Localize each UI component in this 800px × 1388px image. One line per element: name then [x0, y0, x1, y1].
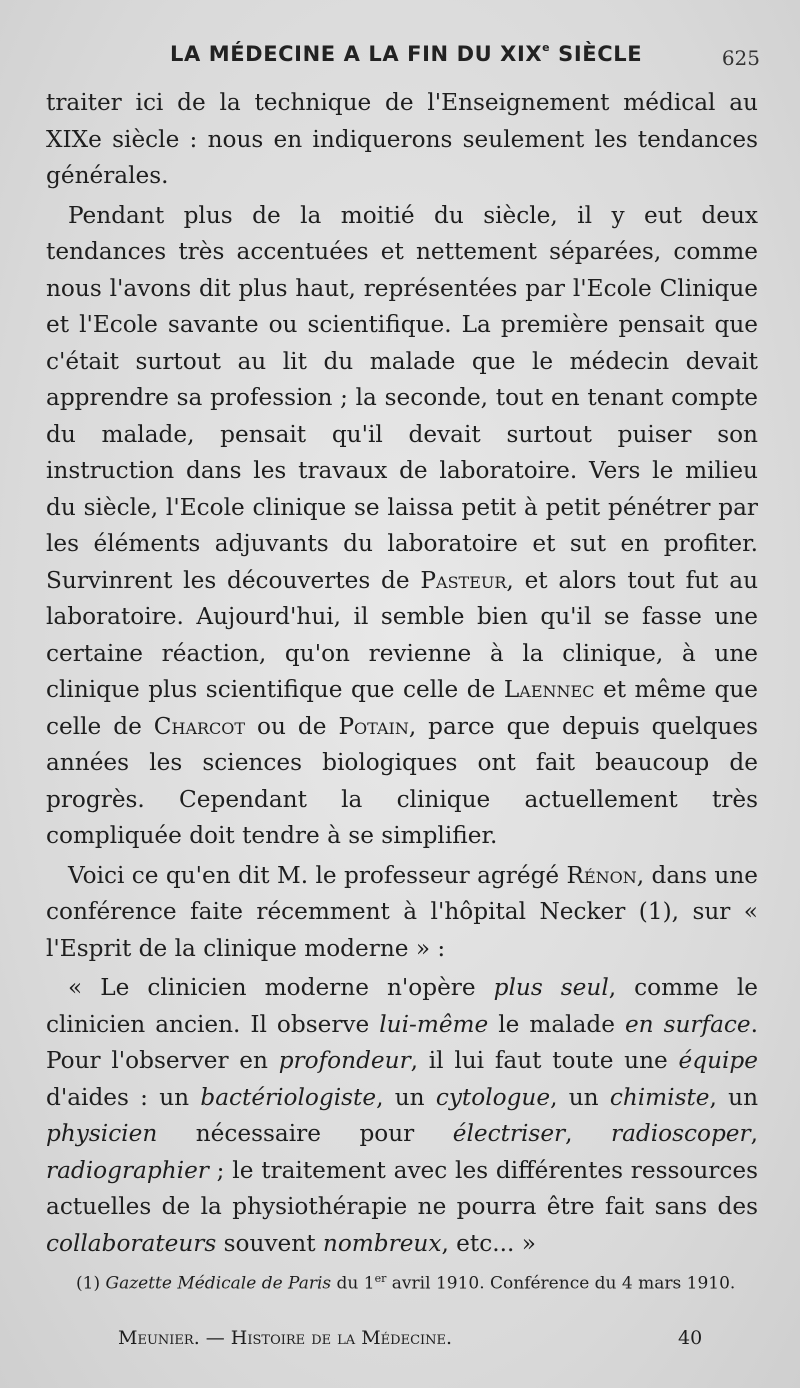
- text-run: , il lui faut toute une: [410, 1047, 679, 1074]
- name-renon: Rénon: [566, 861, 637, 889]
- text-run: , etc... »: [441, 1229, 536, 1257]
- body-text: [46, 85, 758, 1262]
- footnote-marker: (1): [76, 1273, 106, 1294]
- text-run: , un: [376, 1083, 436, 1111]
- footnote: [50, 1266, 760, 1297]
- text-run: ; le traitement avec les différentes ressources actuelles de la physiothérapie ne pourra être fait sans des: [46, 1156, 758, 1220]
- text-run: , et alors tout fut au laboratoire. Aujourd'hui, il semble bien qu'il se fasse une certaine réaction, qu'on revienne à la clinique, à une clinique plus scientifique que celle de: [46, 566, 758, 703]
- italic-run: bactériologiste: [200, 1083, 377, 1111]
- italic-run: chimiste: [609, 1083, 710, 1111]
- text-run: , un: [550, 1083, 610, 1111]
- italic-run: collaborateurs: [46, 1229, 217, 1257]
- italic-run: nombreux: [322, 1229, 442, 1257]
- footer-author-title: Meunier. — Histoire de la Médecine.: [118, 1327, 453, 1349]
- text-run: d'aides : un: [46, 1083, 201, 1111]
- text-run: , dans une conférence faite récemment à l'hôpital Necker (1), sur « l'Esprit de la clinique moderne » :: [46, 861, 758, 962]
- text-run: le malade: [488, 1010, 625, 1038]
- text-run: et même que celle de: [46, 676, 759, 740]
- text-run: « Le clinicien moderne n'opère: [68, 974, 494, 1001]
- name-laennec: Laennec: [503, 676, 595, 703]
- text-run: , comme le clinicien ancien. Il observe: [46, 974, 758, 1038]
- text-run: avril 1910. Conférence du 4 mars 1910.: [386, 1273, 736, 1294]
- text-run: ,: [750, 1120, 758, 1147]
- italic-run: en surface: [624, 1010, 751, 1038]
- text-run: Pendant plus de la moitié du siècle, il y eut deux tendances très accentuées et nettement séparées, comme nous l'avons dit plus haut, représentées par l'Ecole Clinique et l'Ecole savante ou scientifique. La première pensait que c'était surtout au lit du malade que le médecin devait apprendre sa profession ; la seconde, tout en tenant compte du malade, pensait qu'il devait surtout puiser son instruction dans les travaux de laboratoire. Vers le milieu du siècle, l'Ecole clinique se laissa petit à petit pénétrer par les éléments adjuvants du laboratoire et sut en profiter. Survinrent les découvertes de: [46, 201, 758, 594]
- running-title-main: LA MÉDECINE A LA FIN DU XIX: [170, 42, 543, 66]
- name-charcot: Charcot: [153, 712, 246, 740]
- name-potain: Potain: [338, 712, 409, 740]
- signature-mark: 40: [678, 1327, 703, 1349]
- text-run: . Pour l'observer en: [46, 1010, 758, 1074]
- paragraph-continuation: traiter ici de la technique de l'Enseignement médical au XIXe siècle : nous en indiquerons seulement les tendances générales.: [46, 89, 758, 189]
- italic-run: radioscoper: [610, 1120, 751, 1147]
- text-run: ou de: [245, 712, 339, 740]
- name-pasteur: Pasteur: [420, 566, 507, 594]
- italic-run: plus seul: [493, 974, 609, 1001]
- italic-run: profondeur: [278, 1047, 411, 1074]
- paragraph-renon-intro: [46, 858, 758, 968]
- running-title-superscript: e: [542, 41, 551, 54]
- running-title: [170, 42, 642, 66]
- text-run: Voici ce qu'en dit M. le professeur agrégé: [68, 861, 567, 889]
- text-run: , un: [709, 1083, 759, 1111]
- italic-run: radiographier: [46, 1156, 209, 1184]
- text-run: souvent: [216, 1229, 323, 1257]
- page-header: [0, 38, 800, 78]
- italic-run: équipe: [678, 1047, 758, 1074]
- page-number: 625: [721, 46, 760, 70]
- text-run: nécessaire pour: [157, 1120, 453, 1147]
- text-run: du 1: [331, 1273, 375, 1294]
- italic-run: cytologue: [435, 1083, 551, 1111]
- italic-run: électriser: [452, 1120, 566, 1147]
- text-run: , parce que depuis quelques années les sciences biologiques ont fait beaucoup de progrès. Cependant la clinique actuellement très compliquée doit tendre à se simplifier.: [46, 712, 758, 849]
- italic-run: physicien: [46, 1120, 158, 1147]
- page-footer: [0, 1327, 800, 1357]
- footnote-superscript: er: [374, 1272, 387, 1285]
- paragraph-quotation: [46, 970, 758, 1262]
- paragraph-tendencies: [46, 198, 758, 855]
- running-title-end: SIÈCLE: [550, 42, 643, 66]
- footnote-journal: Gazette Médicale de Paris: [105, 1273, 332, 1294]
- text-run: ,: [565, 1120, 611, 1147]
- italic-run: lui-même: [379, 1010, 489, 1038]
